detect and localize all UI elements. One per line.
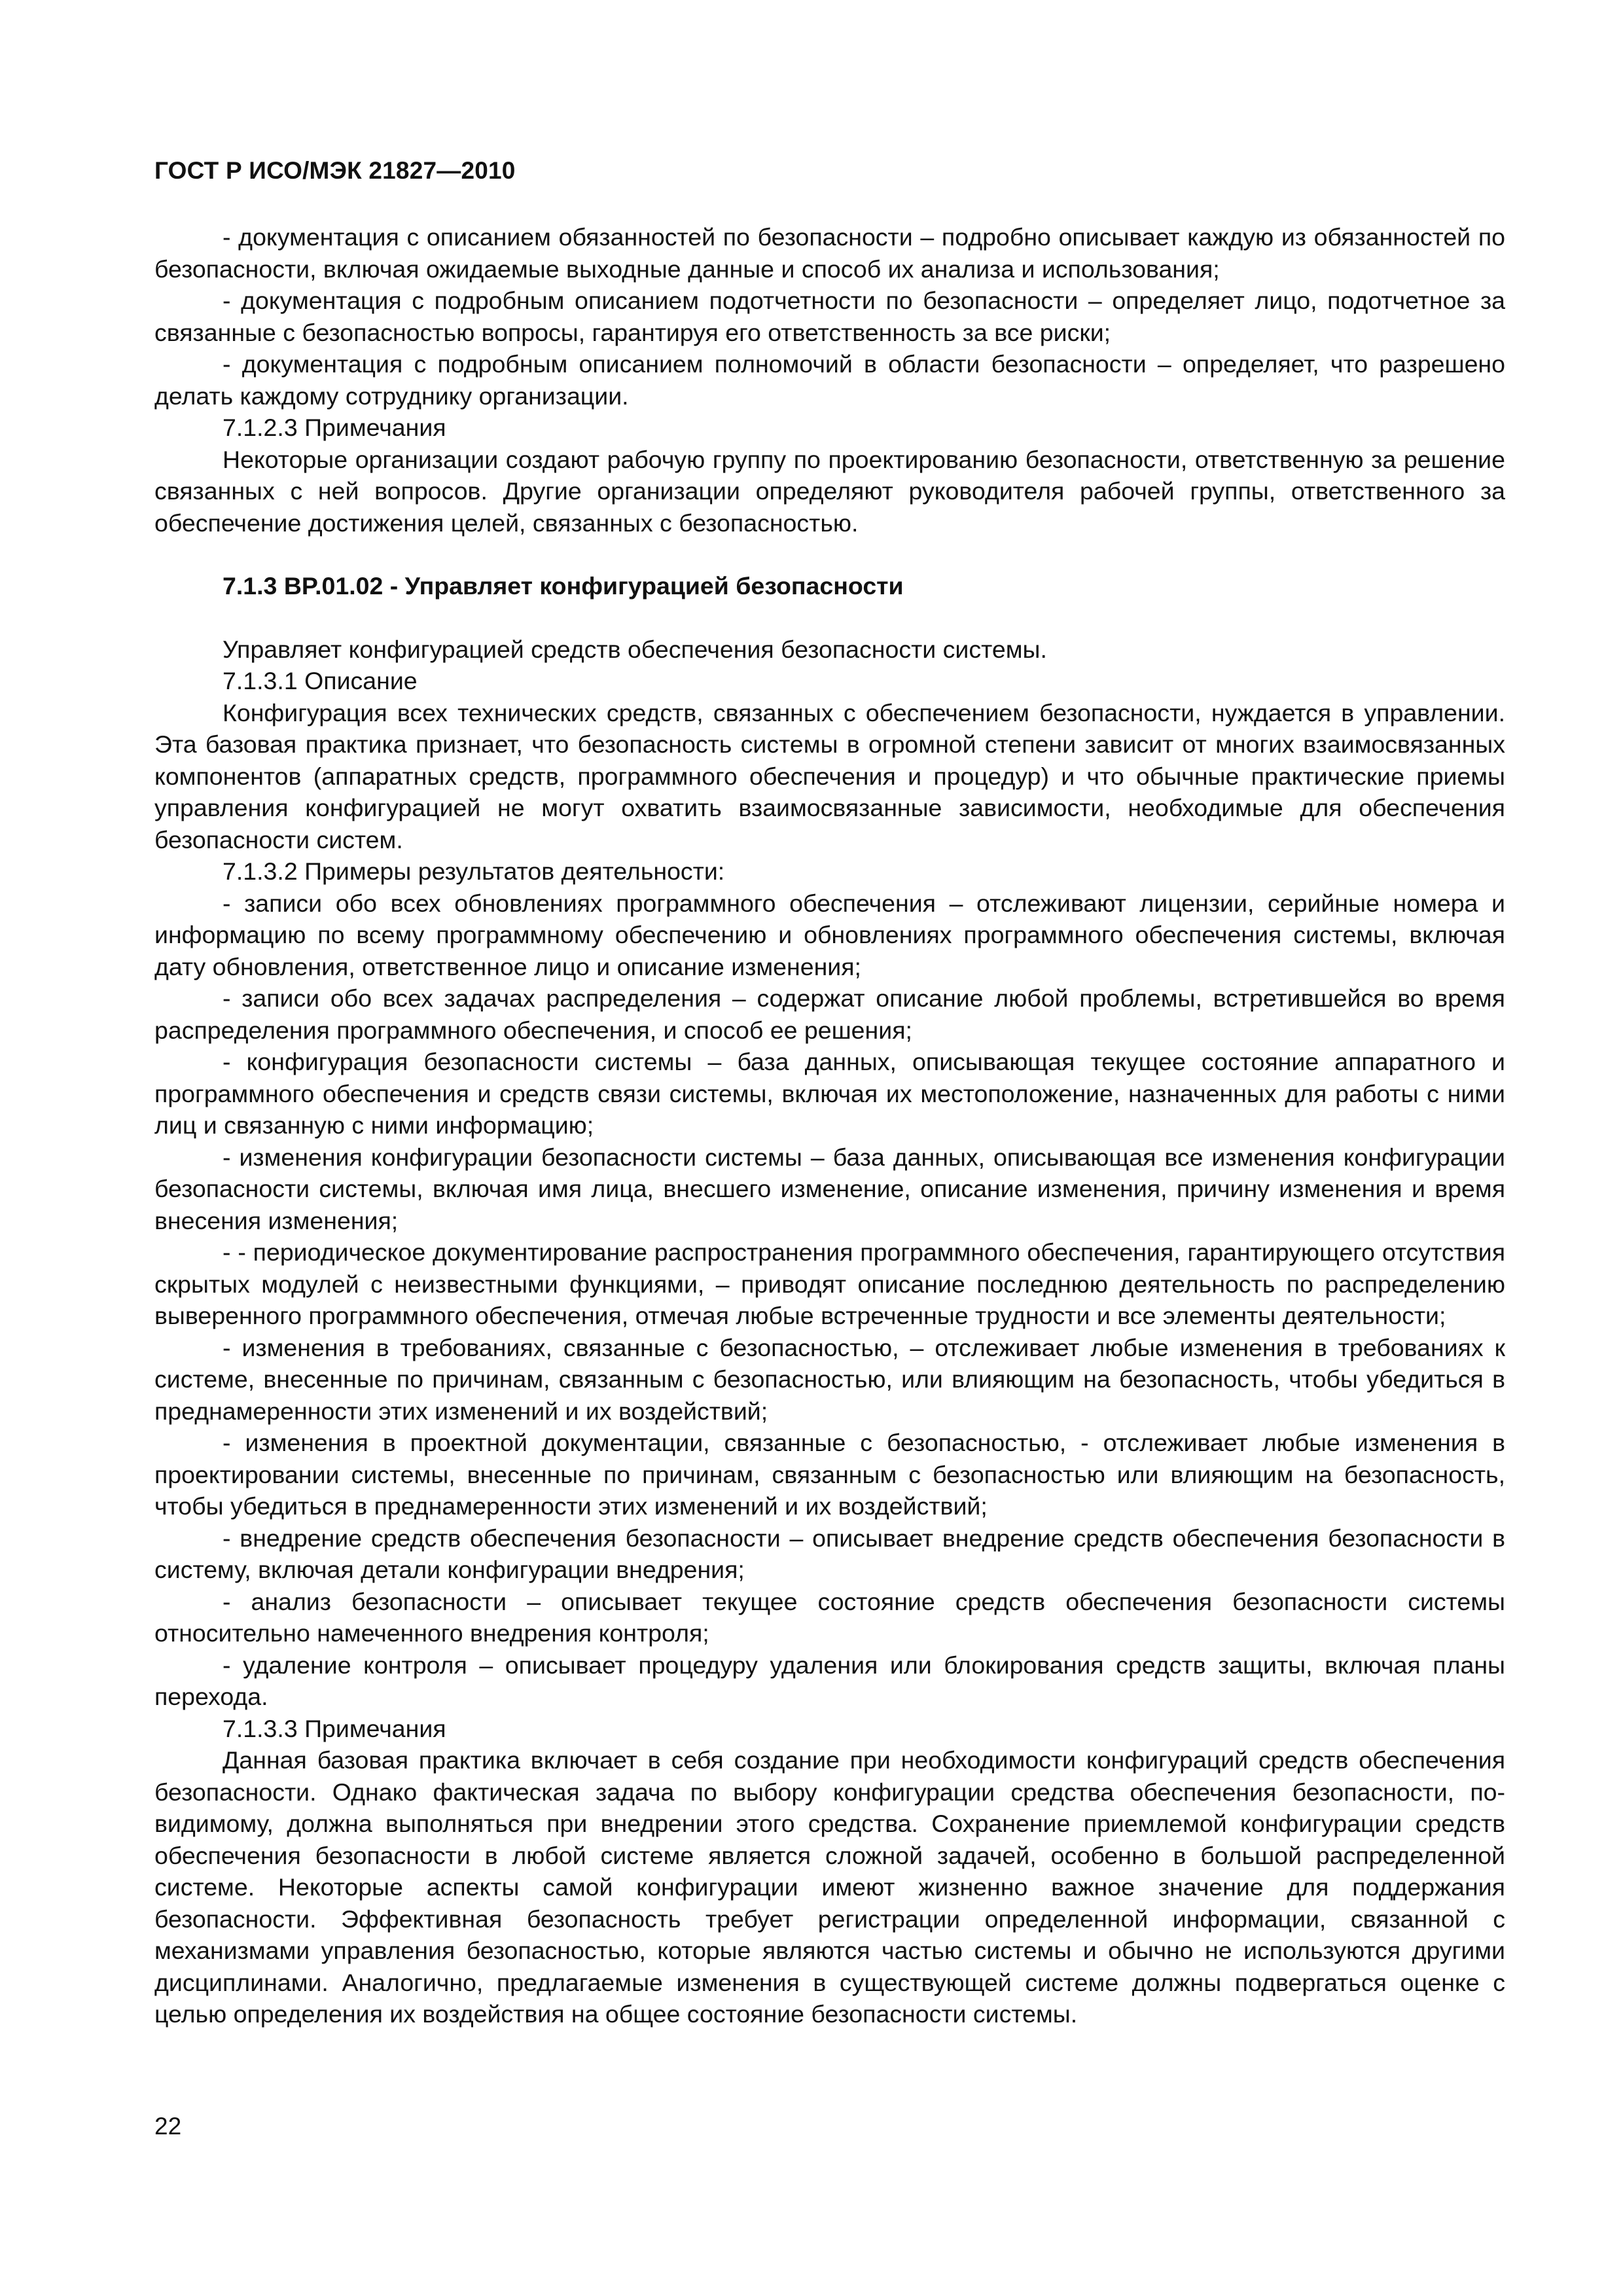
section-heading-7-1-3: 7.1.3 BP.01.02 - Управляет конфигурацией безопасности <box>223 572 904 600</box>
subsection-title-7-1-3-1: 7.1.3.1 Описание <box>223 667 418 694</box>
list-item: - записи обо всех обновлениях программного обеспечения – отслеживают лицензии, серийные номера и информацию по всему программному обеспечению и обновлениях программного обеспечения системы, включая дату обновления, ответственное лицо и описание изменения; <box>154 889 1505 980</box>
page-number: 22 <box>154 2113 182 2140</box>
subsection-title-7-1-3-3: 7.1.3.3 Примечания <box>223 1714 446 1742</box>
list-item: - изменения конфигурации безопасности системы – база данных, описывающая все изменения конфигурации безопасности системы, включая имя лица, внесшего изменение, описание изменения, причину изменения и время внесения изменения; <box>154 1143 1505 1234</box>
subsection-title-7-1-3-2: 7.1.3.2 Примеры результатов деятельности: <box>223 857 725 885</box>
subsection-title-7-1-2-3: 7.1.2.3 Примечания <box>223 414 446 441</box>
list-item: - внедрение средств обеспечения безопасности – описывает внедрение средств обеспечения безопасности в систему, включая детали конфигурации внедрения; <box>154 1524 1505 1583</box>
list-item: - - периодическое документирование распространения программного обеспечения, гарантирующего отсутствия скрытых модулей с неизвестными функциями, – приводят описание последнюю деятельность по распределению выверенного программного обеспечения, отмечая любые встреченные трудности и все элементы деятельности; <box>154 1238 1505 1329</box>
notes-paragraph-7-1-3-3: Данная базовая практика включает в себя создание при необходимости конфигураций средств обеспечения безопасности. Однако фактическая задача по выбору конфигурации средства обеспечения безопасности, по-видимому, должна выполняться при внедрении этого средства. Сохранение приемлемой конфигурации средств обеспечения безопасности в любой системе является сложной задачей, особенно в большой распределенной системе. Некоторые аспекты самой конфигурации имеют жизненно важное значение для поддержания безопасности. Эффективная безопасность требует регистрации определенной информации, связанной с механизмами управления безопасностью, которые являются частью системы и обычно не используются другими дисциплинами. Аналогично, предлагаемые изменения в существующей системе должны подвергаться оценке с целью определения их воздействия на общее состояние безопасности системы. <box>154 1746 1505 2028</box>
list-item: - записи обо всех задачах распределения – содержат описание любой проблемы, встретившейся во время распределения программного обеспечения, и способ ее решения; <box>154 984 1505 1044</box>
section-summary: Управляет конфигурацией средств обеспечения безопасности системы. <box>223 635 1047 663</box>
list-item: - изменения в требованиях, связанные с безопасностью, – отслеживает любые изменения в требованиях к системе, внесенные по причинам, связанным с безопасностью, или влияющим на безопасность, чтобы убедиться в преднамеренности этих изменений и их воздействий; <box>154 1333 1505 1425</box>
notes-paragraph-7-1-2-3: Некоторые организации создают рабочую группу по проектированию безопасности, ответственную за решение связанных с ней вопросов. Другие организации определяют руководителя рабочей группы, ответственного за обеспечение достижения целей, связанных с безопасностью. <box>154 445 1505 537</box>
list-item: - удаление контроля – описывает процедуру удаления или блокирования средств защиты, включая планы перехода. <box>154 1651 1505 1710</box>
list-item: - изменения в проектной документации, связанные с безопасностью, - отслеживает любые изменения в проектировании системы, внесенные по причинам, связанным с безопасностью или влияющим на безопасность, чтобы убедиться в преднамеренности этих изменений и их воздействий; <box>154 1429 1505 1520</box>
list-item: - конфигурация безопасности системы – база данных, описывающая текущее состояние аппаратного и программного обеспечения и средств связи системы, включая их местоположение, назначенных для работы с ними лиц и связанную с ними информацию; <box>154 1048 1505 1139</box>
description-paragraph: Конфигурация всех технических средств, связанных с обеспечением безопасности, нуждается в управлении. Эта базовая практика признает, что безопасность системы в огромной степени зависит от многих взаимосвязанных компонентов (аппаратных средств, программного обеспечения и процедур) и что обычные практические приемы управления конфигурацией не могут охватить взаимосвязанные зависимости, необходимые для обеспечения безопасности систем. <box>154 698 1505 853</box>
standard-header: ГОСТ Р ИСО/МЭК 21827—2010 <box>154 157 516 184</box>
list-item-responsibilities: - документация с описанием обязанностей по безопасности – подробно описывает каждую из обязанностей по безопасности, включая ожидаемые выходные данные и способ их анализа и использования; <box>154 223 1505 283</box>
list-item-accountability: - документация с подробным описанием подотчетности по безопасности – определяет лицо, подотчетное за связанные с безопасностью вопросы, гарантируя его ответственность за все риски; <box>154 287 1505 346</box>
document-body <box>154 221 1505 2030</box>
list-item: - анализ безопасности – описывает текущее состояние средств обеспечения безопасности системы относительно намеченного внедрения контроля; <box>154 1587 1505 1647</box>
list-item-authority: - документация с подробным описанием полномочий в области безопасности – определяет, что разрешено делать каждому сотруднику организации. <box>154 350 1505 410</box>
